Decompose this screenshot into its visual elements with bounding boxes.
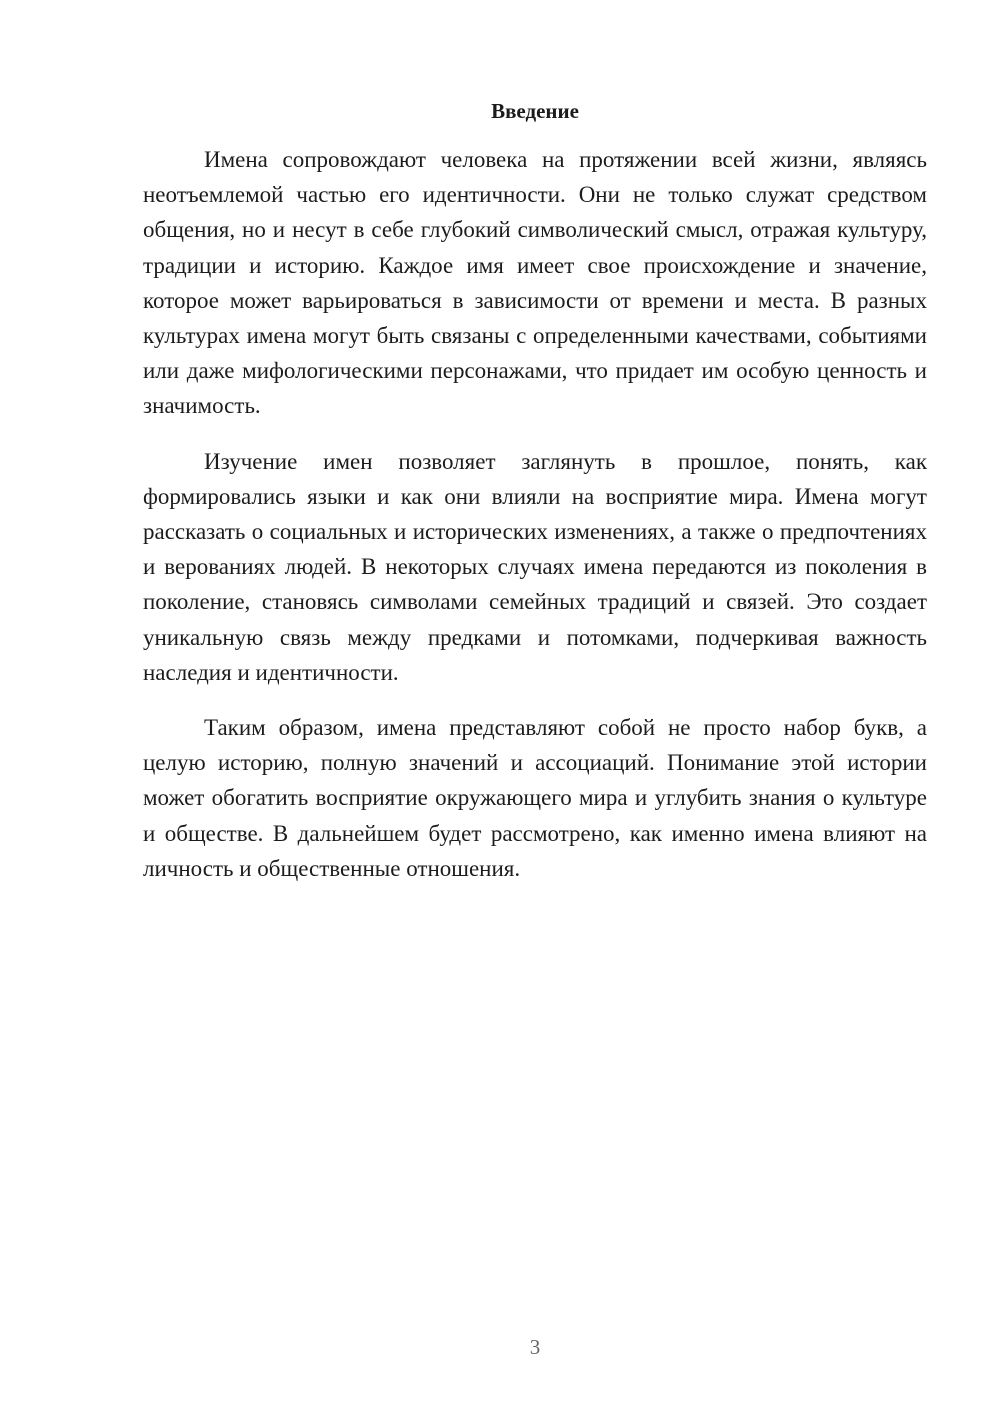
document-body (143, 142, 927, 906)
paragraph-1: Имена сопровождают человека на протяжении всей жизни, являясь неотъемлемой частью его идентичности. Они не только служат средством общения, но и несут в себе глубокий символический смысл, отражая культуру, традиции и историю. Каждое имя имеет свое происхождение и значение, которое может варьироваться в зависимости от времени и места. В разных культурах имена могут быть связаны с определенными качествами, событиями или даже мифологическими персонажами, что придает им особую ценность и значимость. (143, 147, 927, 419)
paragraph-2: Изучение имен позволяет заглянуть в прошлое, понять, как формировались языки и как они влияли на восприятие мира. Имена могут рассказать о социальных и исторических изменениях, а также о предпочтениях и верованиях людей. В некоторых случаях имена передаются из поколения в поколение, становясь символами семейных традиций и связей. Это создает уникальную связь между предками и потомками, подчеркивая важность наследия и идентичности. (143, 448, 927, 685)
page-number: 3 (529, 1335, 541, 1359)
section-heading: Введение (491, 99, 579, 123)
paragraph-3: Таким образом, имена представляют собой не просто набор букв, а целую историю, полную значений и ассоциаций. Понимание этой истории может обогатить восприятие окружающего мира и углубить знания о культуре и обществе. В дальнейшем будет рассмотрено, как именно имена влияют на личность и общественные отношения. (143, 715, 927, 881)
